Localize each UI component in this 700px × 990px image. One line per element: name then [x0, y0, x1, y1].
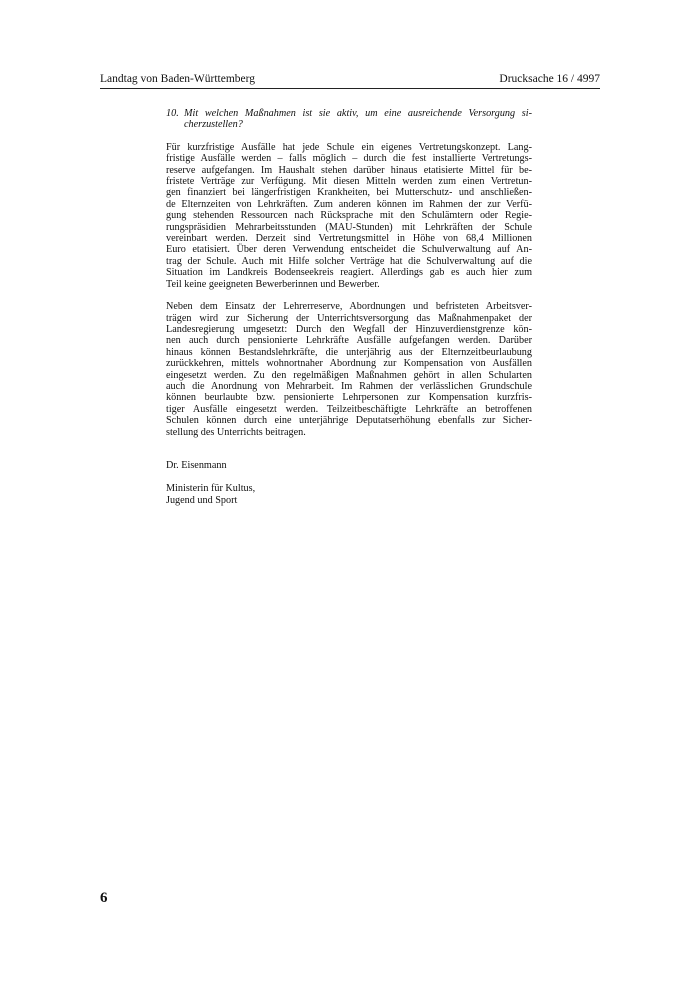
text-line: vereinbart werden. Derzeit sind Vertretungsmittel in Höhe von 68,4 Millionen — [166, 233, 532, 245]
text-line: tiger Ausfälle eingesetzt werden. Teilzeitbeschäftigte Lehrkräfte an betroffenen — [166, 403, 532, 415]
text-line: Situation im Landkreis Bodenseekreis reagiert. Allerdings gab es auch hier zum — [166, 267, 532, 279]
header-document-number: Drucksache 16 / 4997 — [499, 73, 600, 85]
text-line: Landesregierung umgesetzt: Durch den Wegfall der Hinzuverdienstgrenze kön- — [166, 323, 532, 335]
text-line: gung stehenden Ressourcen nach Rücksprache mit den Schulämtern oder Regie- — [166, 210, 532, 222]
text-line: Schulen können durch eine unterjährige Deputatserhöhung ebenfalls zur Sicher- — [166, 415, 532, 427]
text-line: zurückkehren, mittels wohnortnaher Abordnung zur Kompensation von Ausfällen — [166, 358, 532, 370]
text-line: auch die Anordnung von Mehrarbeit. Im Rahmen der verlässlichen Grundschule — [166, 380, 532, 392]
text-line: fristete Verträge zur Verfügung. Mit diesen Mitteln werden zum einen Vertretun- — [166, 176, 532, 188]
document-body — [166, 108, 532, 506]
text-line: nen auch durch pensionierte Lehrkräfte Ausfälle aufgefangen werden. Darüber — [166, 335, 532, 347]
text-line: Euro etatisiert. Über deren Verwendung entscheidet die Schulverwaltung auf An- — [166, 244, 532, 256]
text-line: trägen wird zur Sicherung der Unterrichtsversorgung das Maßnahmenpaket der — [166, 312, 532, 324]
text-line: trag der Schule. Auch mit Hilfe solcher Verträge hat die Schulverwaltung auf die — [166, 255, 532, 267]
text-line: gen finanziert bei längerfristigen Krankheiten, bei Mutterschutz- und anschließen- — [166, 187, 532, 199]
signatory-name: Dr. Eisenmann — [166, 459, 227, 471]
text-line: de Elternzeiten von Lehrkräften. Zum anderen können im Rahmen der zur Verfü- — [166, 198, 532, 210]
header-rule — [100, 88, 600, 89]
text-line: hinaus können Bestandslehrkräfte, die unterjährig aus der Elternzeitbeurlaubung — [166, 346, 532, 358]
header-parliament-name: Landtag von Baden-Württemberg — [100, 73, 255, 85]
question-line: cherzustellen? — [184, 119, 243, 131]
text-line: reserve aufgefangen. Im Haushalt stehen darüber hinaus etatisierte Mittel für be- — [166, 164, 532, 176]
page-number: 6 — [100, 890, 108, 906]
question-number: 10. — [166, 108, 179, 119]
answer-paragraph-1 — [166, 142, 532, 290]
question-text — [184, 108, 532, 131]
question-line: Mit welchen Maßnahmen ist sie aktiv, um eine ausreichende Versorgung si- — [184, 108, 532, 119]
signatory-title-line: Ministerin für Kultus, — [166, 483, 256, 495]
page-header — [100, 72, 600, 88]
text-line: Für kurzfristige Ausfälle hat jede Schule ein eigenes Vertretungskonzept. Lang- — [166, 141, 532, 153]
text-line: fristige Ausfälle werden – falls möglich – durch die fest installierte Vertretungs- — [166, 153, 532, 165]
text-line: eingesetzt werden. Zu den regelmäßigen Maßnahmen gehört in allen Schularten — [166, 369, 532, 381]
signatory-title-line: Jugend und Sport — [166, 494, 238, 506]
text-line: Teil keine geeigneten Bewerberinnen und Bewerber. — [166, 278, 380, 290]
text-line: können beurlaubte bzw. pensionierte Lehrpersonen zur Kompensation kurzfris- — [166, 392, 532, 404]
text-line: rungspräsidien Mehrarbeitsstunden (MAU-Stunden) mit Lehrkräften der Schule — [166, 221, 532, 233]
text-line: stellung des Unterrichts beitragen. — [166, 426, 306, 438]
question — [166, 108, 532, 131]
text-line: Neben dem Einsatz der Lehrerreserve, Abordnungen und befristeten Arbeitsver- — [166, 301, 532, 313]
signature-block — [166, 460, 532, 506]
answer-paragraph-2 — [166, 301, 532, 438]
